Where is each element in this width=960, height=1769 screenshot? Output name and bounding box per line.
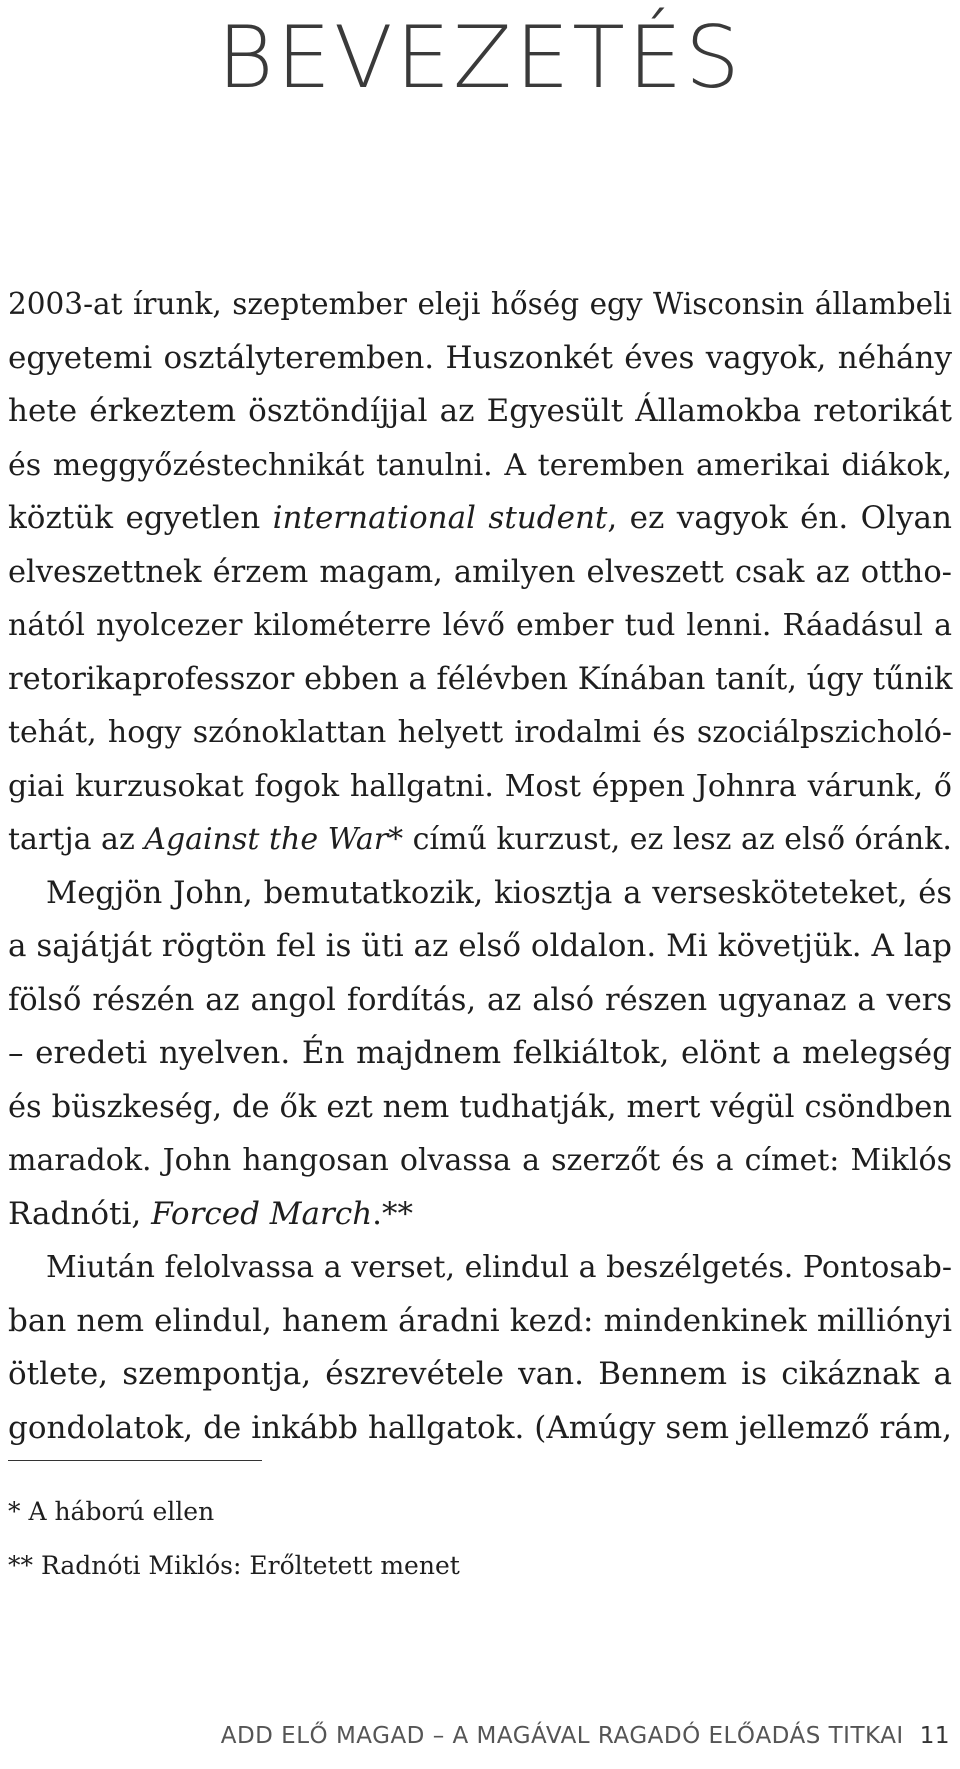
- text-segment: .**: [372, 1195, 414, 1232]
- footnote-divider: [8, 1460, 262, 1461]
- body-text: [8, 278, 952, 1455]
- footnotes: [8, 1494, 460, 1602]
- text-segment: és meggyőzéstechnikát tanulni. A teremben amerikai diákok,: [8, 447, 952, 483]
- text-line: [8, 492, 952, 546]
- italic-text: international student: [272, 500, 608, 536]
- text-line: [8, 760, 952, 814]
- text-segment: giai kurzusokat fogok hallgatni. Most éppen Johnra várunk, ő: [8, 768, 952, 804]
- text-line: [8, 332, 952, 386]
- footnote-1: * A háború ellen: [8, 1497, 215, 1526]
- text-line: [8, 439, 952, 493]
- text-line: [8, 867, 952, 921]
- text-line: [8, 546, 952, 600]
- text-line: [8, 1348, 952, 1402]
- text-segment: a sajátját rögtön fel is üti az első oldalon. Mi követjük. A lap: [8, 928, 952, 964]
- italic-text: Against the War: [144, 822, 389, 857]
- text-line: [8, 1134, 952, 1188]
- text-line: [8, 1295, 952, 1349]
- text-segment: Megjön John, bemutatkozik, kiosztja a versesköteteket, és: [46, 875, 952, 911]
- page-footer: [221, 1723, 950, 1749]
- running-title: ADD ELŐ MAGAD – A MAGÁVAL RAGADÓ ELŐADÁS TITKAI: [220, 1723, 904, 1749]
- text-segment: és büszkeség, de ők ezt nem tudhatják, mert végül csöndben: [8, 1089, 952, 1125]
- text-segment: ötlete, szempontja, észrevétele van. Bennem is cikáznak a: [8, 1356, 952, 1392]
- text-segment: hete érkeztem ösztöndíjjal az Egyesült Államokba retorikát: [8, 393, 952, 429]
- text-segment: Miután felolvassa a verset, elindul a beszélgetés. Pontosab-: [46, 1250, 952, 1285]
- text-line: [8, 385, 952, 439]
- text-line: [8, 974, 952, 1028]
- text-segment: – eredeti nyelven. Én majdnem felkiáltok, elönt a melegség: [8, 1035, 952, 1071]
- text-segment: fölső részén az angol fordítás, az alsó részen ugyanaz a vers: [8, 982, 952, 1018]
- text-segment: * című kurzust, ez lesz az első óránk.: [388, 822, 952, 857]
- text-segment: egyetemi osztályteremben. Huszonkét éves vagyok, néhány: [8, 339, 952, 376]
- text-segment: ban nem elindul, hanem áradni kezd: mindenkinek milliónyi: [8, 1302, 952, 1339]
- text-line: [8, 278, 952, 332]
- text-segment: tartja az: [8, 822, 145, 857]
- footnote-2: ** Radnóti Miklós: Erőltetett menet: [8, 1551, 460, 1580]
- text-segment: Radnóti,: [8, 1195, 152, 1232]
- text-line: [8, 599, 952, 653]
- text-line: [8, 1188, 952, 1242]
- text-segment: gondolatok, de inkább hallgatok. (Amúgy sem jellemző rám,: [8, 1409, 952, 1446]
- text-segment: köztük egyetlen: [8, 500, 273, 536]
- text-segment: maradok. John hangosan olvassa a szerzőt és a címet: Miklós: [8, 1143, 952, 1178]
- text-segment: 2003-at írunk, szeptember eleji hőség egy Wisconsin állambeli: [8, 287, 952, 321]
- chapter-title: BEVEZETÉS: [217, 8, 743, 108]
- text-line: [8, 1081, 952, 1135]
- text-segment: elveszettnek érzem magam, amilyen elveszett csak az ottho-: [8, 554, 952, 590]
- text-segment: tehát, hogy szónoklattan helyett irodalmi és szociálpszicholó-: [8, 715, 952, 750]
- text-line: [8, 1027, 952, 1081]
- text-segment: , ez vagyok én. Olyan: [607, 500, 952, 536]
- text-line: [8, 1402, 952, 1456]
- text-line: [8, 706, 952, 760]
- text-segment: nától nyolcezer kilométerre lévő ember tud lenni. Ráadásul a: [8, 608, 952, 643]
- text-line: [8, 813, 952, 867]
- text-segment: retorikaprofesszor ebben a félévben Kínában tanít, úgy tűnik: [8, 661, 953, 697]
- text-line: [8, 653, 952, 707]
- text-line: [8, 920, 952, 974]
- page-number: 11: [919, 1723, 950, 1749]
- text-line: [8, 1241, 952, 1295]
- italic-text: Forced March: [151, 1195, 373, 1232]
